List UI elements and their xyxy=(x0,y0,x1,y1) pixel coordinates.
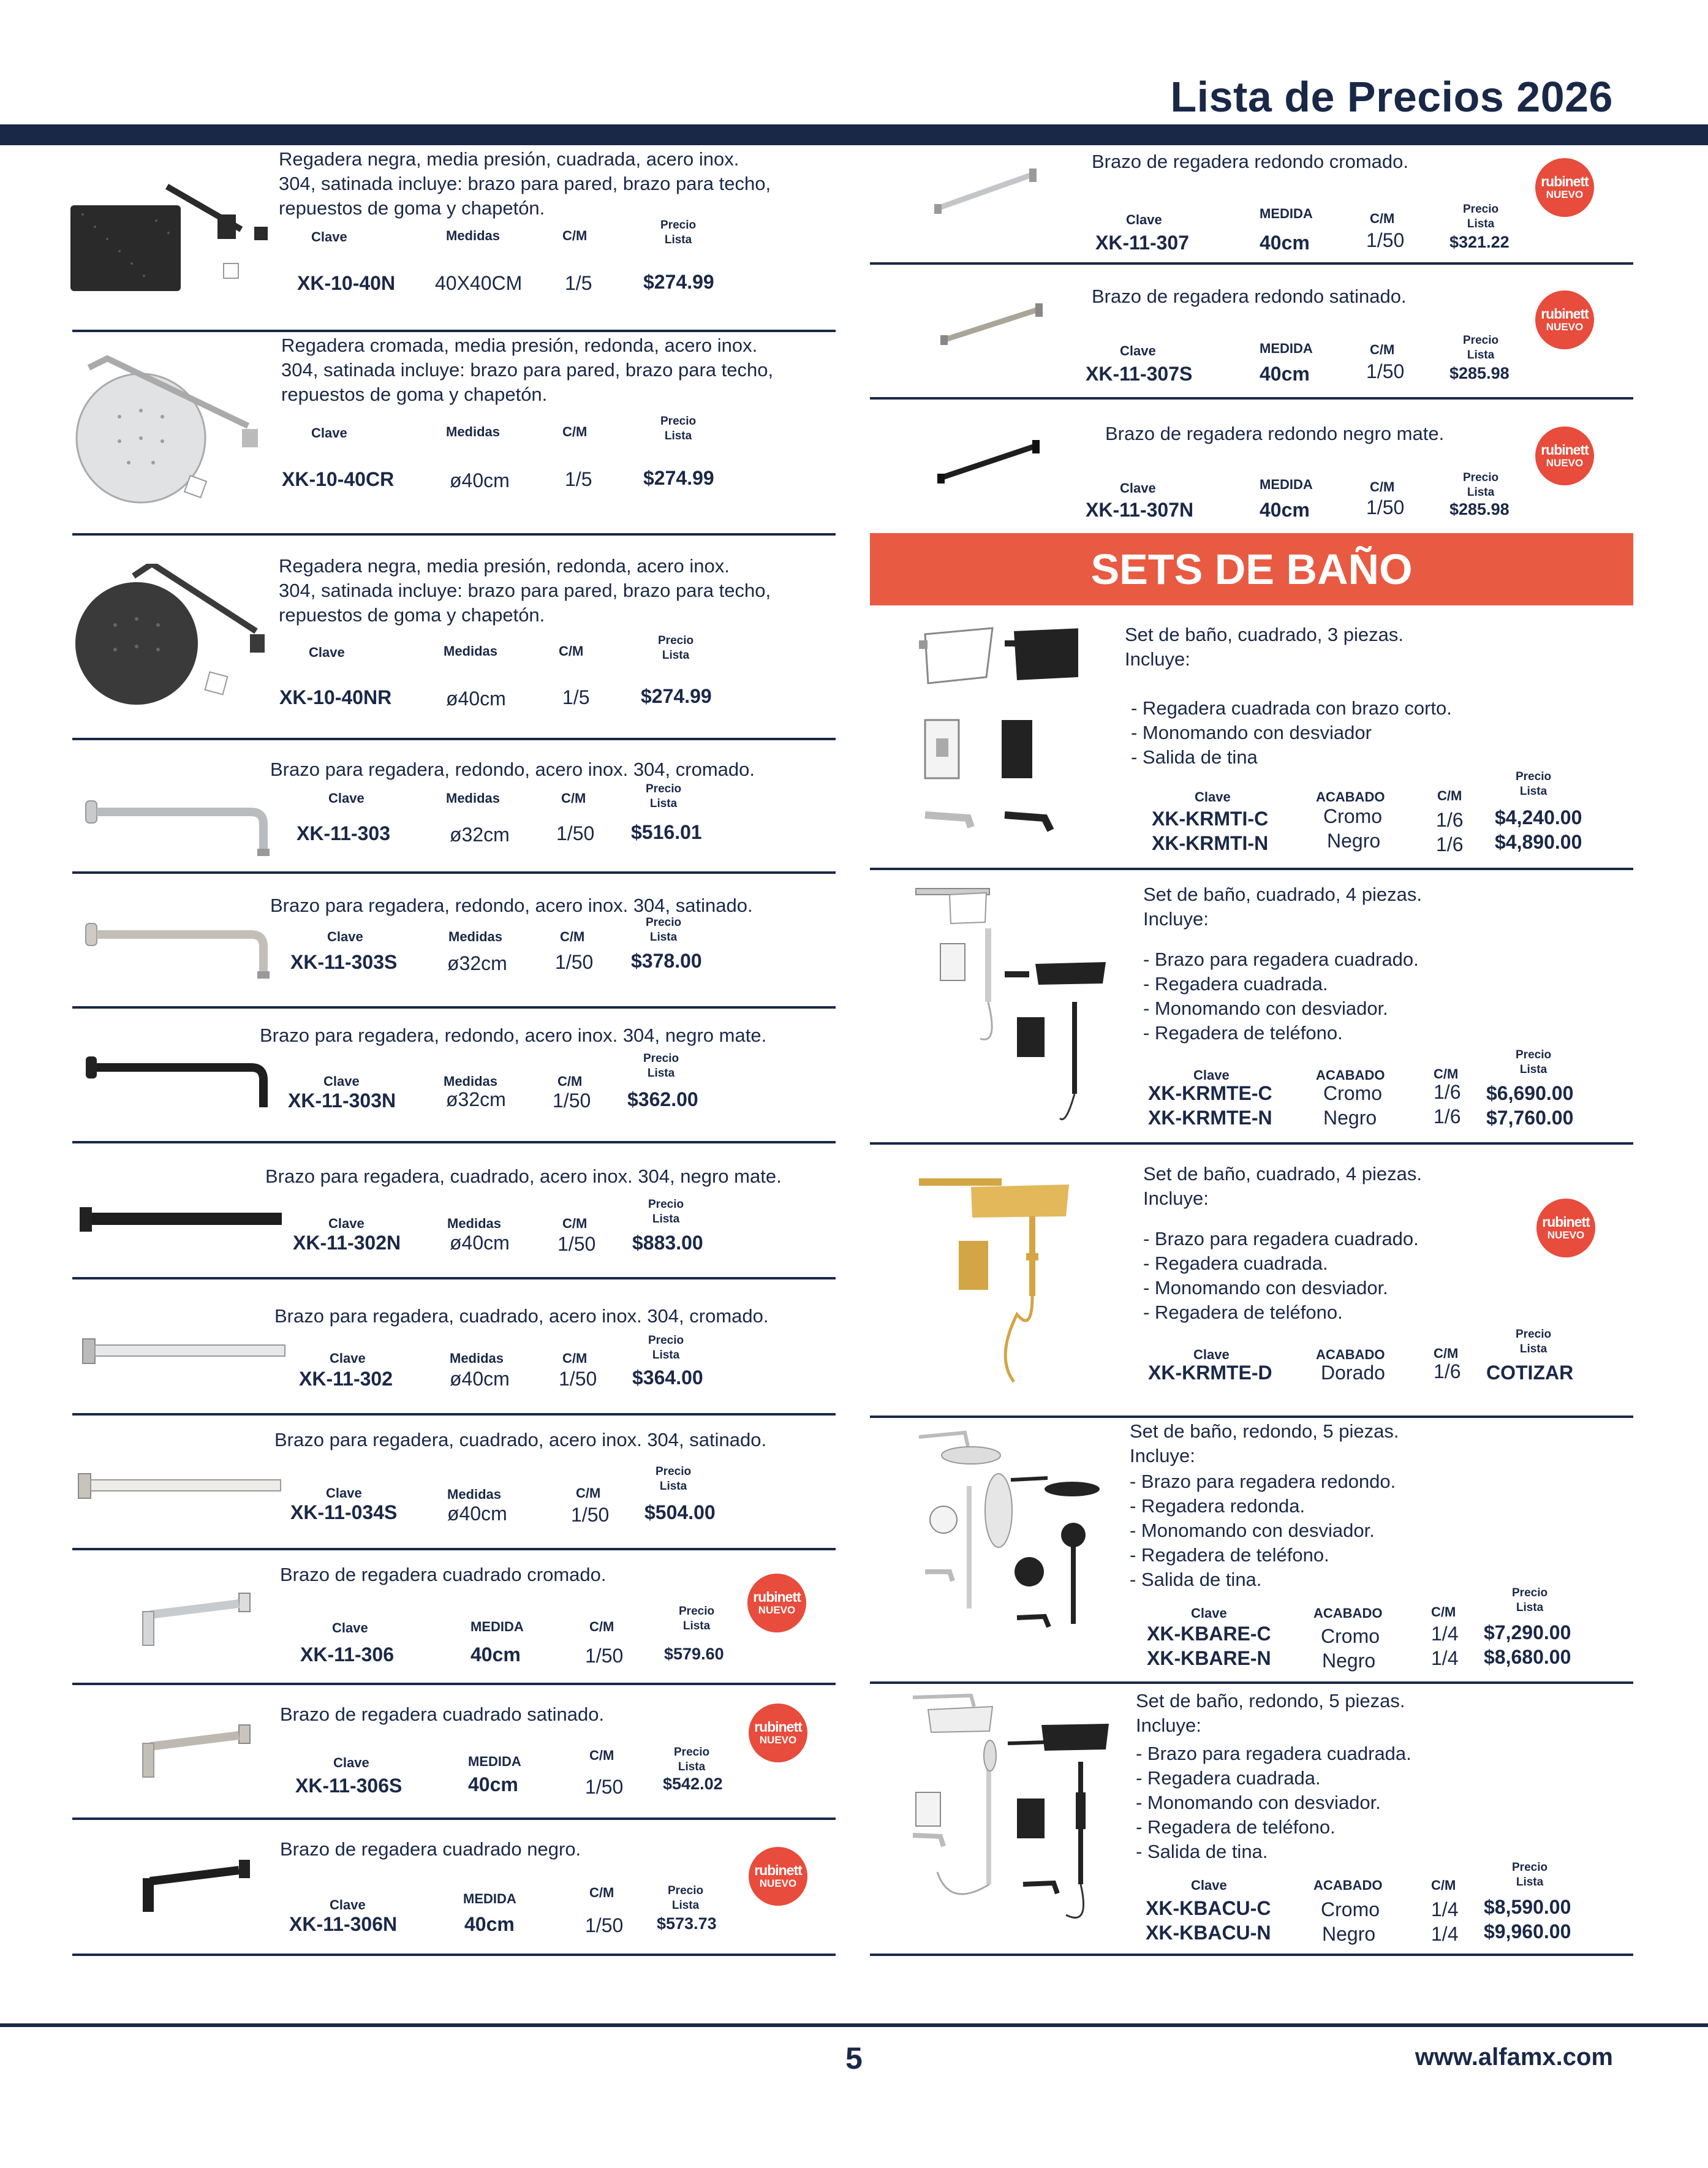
header-cm: C/M xyxy=(561,790,586,806)
product-cm: 1/50 xyxy=(585,1645,624,1667)
product-cm: 1/5 xyxy=(565,468,592,490)
header-cm: C/M xyxy=(1434,1346,1459,1361)
product-code: XK-11-306 xyxy=(300,1643,394,1666)
product-description: Brazo de regadera redondo cromado. xyxy=(1092,151,1408,172)
header-medidas: Medidas xyxy=(446,790,501,806)
header-clave: Clave xyxy=(1193,1347,1230,1362)
header-medidas: Medidas xyxy=(447,1216,502,1231)
product-size: ø40cm xyxy=(446,688,506,710)
set-code: XK-KBARE-N xyxy=(1147,1647,1271,1669)
row-divider xyxy=(870,397,1633,400)
header-clave: Clave xyxy=(1120,343,1156,358)
product-size: ø32cm xyxy=(450,824,510,846)
header-precio-lista: Precio Lista xyxy=(643,1052,679,1080)
set-cm: 1/4 xyxy=(1431,1647,1459,1669)
row-divider xyxy=(870,1681,1633,1684)
row-divider xyxy=(870,262,1633,265)
product-price: $285.98 xyxy=(1449,364,1510,382)
product-cm: 1/50 xyxy=(1366,496,1405,518)
header-cm: C/M xyxy=(562,424,588,439)
header-medida: MEDIDA xyxy=(468,1754,521,1769)
set-includes-label: Incluye: xyxy=(1136,1715,1201,1736)
round-shower-arm-chrome-image xyxy=(80,794,276,861)
set-includes-label: Incluye: xyxy=(1130,1445,1195,1466)
header-medida: MEDIDA xyxy=(470,1619,524,1634)
square-shower-arm-bend-chrome-image xyxy=(138,1590,254,1651)
set-code: XK-KBARE-C xyxy=(1147,1623,1271,1645)
set-includes-list: - Brazo para regadera cuadrado. - Regadera cuadrada. - Monomando con desviador. - Regadera de teléfono. xyxy=(1143,949,1419,1044)
header-cm: C/M xyxy=(1370,211,1395,226)
product-description: Brazo para regadera, redondo, acero inox. 304, satinado. xyxy=(270,895,753,916)
set-title: Set de baño, cuadrado, 4 piezas. xyxy=(1143,884,1422,905)
header-acabado: ACABADO xyxy=(1316,789,1385,805)
nuevo-badge: rubinett NUEVO xyxy=(747,1574,806,1632)
header-cm: C/M xyxy=(1437,788,1462,803)
header-acabado: ACABADO xyxy=(1316,1067,1385,1083)
product-code: XK-11-303S xyxy=(290,951,398,973)
header-medida: MEDIDA xyxy=(1260,206,1313,221)
nuevo-badge: rubinett NUEVO xyxy=(1535,158,1594,217)
row-divider xyxy=(72,1413,836,1416)
product-code: XK-11-034S xyxy=(290,1501,398,1523)
header-precio-lista: Precio Lista xyxy=(1463,471,1499,499)
nuevo-badge: rubinett NUEVO xyxy=(1536,1199,1595,1257)
set-code: XK-KRMTE-D xyxy=(1148,1362,1272,1384)
header-cm: C/M xyxy=(557,1074,583,1089)
set-cm: 1/6 xyxy=(1436,833,1464,855)
header-cm: C/M xyxy=(560,929,585,944)
square-shower-arm-bend-black-image xyxy=(138,1857,254,1918)
header-precio-lista: Precio Lista xyxy=(1512,1861,1548,1889)
set-price: $4,240.00 xyxy=(1495,806,1582,828)
product-description: Brazo de regadera cuadrado satinado. xyxy=(280,1704,605,1725)
set-code: XK-KBACU-N xyxy=(1146,1922,1271,1944)
row-divider xyxy=(72,738,836,740)
header-clave: Clave xyxy=(330,1897,366,1912)
header-cm: C/M xyxy=(576,1485,601,1501)
product-cm: 1/50 xyxy=(559,1368,597,1390)
header-clave: Clave xyxy=(1195,789,1231,805)
set-cm: 1/4 xyxy=(1431,1923,1459,1945)
set-title: Set de baño, redondo, 5 piezas. xyxy=(1136,1690,1405,1711)
header-clave: Clave xyxy=(309,645,345,660)
header-acabado: ACABADO xyxy=(1316,1347,1385,1362)
set-code: XK-KRMTE-N xyxy=(1148,1107,1272,1129)
round-shower-arm-chrome-image xyxy=(931,169,1041,214)
header-cm: C/M xyxy=(1370,479,1395,495)
product-price: $516.01 xyxy=(631,821,702,843)
bath-set-square-5-pieces-image xyxy=(901,1688,1133,1930)
bath-set-3-pieces-image xyxy=(913,622,1078,846)
header-cm: C/M xyxy=(589,1885,614,1900)
product-description: Brazo de regadera redondo negro mate. xyxy=(1105,423,1445,444)
header-medidas: Medidas xyxy=(444,1074,498,1089)
set-code: XK-KRMTI-N xyxy=(1152,832,1269,854)
header-precio-lista: Precio Lista xyxy=(648,1334,684,1362)
product-code: XK-10-40N xyxy=(297,272,396,294)
row-divider xyxy=(72,871,836,874)
nuevo-badge: rubinett NUEVO xyxy=(749,1704,807,1762)
row-divider xyxy=(72,1277,836,1279)
row-divider xyxy=(72,1817,836,1820)
header-precio-lista: Precio Lista xyxy=(656,1465,692,1493)
row-divider xyxy=(72,1006,836,1009)
header-cm: C/M xyxy=(562,1216,588,1231)
round-shower-arm-black-image xyxy=(934,440,1045,486)
round-shower-head-black-image xyxy=(72,564,268,711)
product-code: XK-11-307N xyxy=(1086,499,1194,521)
sets-section-banner: SETS DE BAÑO xyxy=(870,533,1633,605)
set-cm: 1/6 xyxy=(1434,1105,1461,1128)
product-price: $274.99 xyxy=(643,271,714,293)
set-finish: Dorado xyxy=(1321,1362,1385,1384)
header-medidas: Medidas xyxy=(447,1487,502,1502)
product-size: 40cm xyxy=(468,1773,518,1795)
header-precio-lista: Precio Lista xyxy=(1516,770,1552,798)
header-clave: Clave xyxy=(311,229,347,244)
set-price: COTIZAR xyxy=(1486,1362,1574,1384)
product-price: $274.99 xyxy=(641,685,712,707)
header-clave: Clave xyxy=(1120,480,1156,496)
row-divider xyxy=(72,330,836,332)
product-code: XK-11-306S xyxy=(295,1775,402,1797)
header-bar xyxy=(0,124,1708,145)
header-precio-lista: Precio Lista xyxy=(658,634,694,662)
header-clave: Clave xyxy=(328,790,365,806)
header-precio-lista: Precio Lista xyxy=(646,916,682,944)
set-price: $6,690.00 xyxy=(1486,1082,1574,1104)
product-price: $378.00 xyxy=(631,950,702,972)
header-cm: C/M xyxy=(559,643,584,659)
product-cm: 1/50 xyxy=(585,1776,624,1798)
header-clave: Clave xyxy=(330,1351,366,1366)
set-finish: Negro xyxy=(1322,1923,1376,1945)
round-shower-arm-black-image xyxy=(80,1049,276,1116)
set-cm: 1/4 xyxy=(1431,1898,1459,1920)
row-divider xyxy=(72,1954,836,1956)
round-shower-head-chrome-image xyxy=(70,355,273,509)
product-price: $274.99 xyxy=(643,467,714,489)
round-shower-arm-satin-image xyxy=(937,303,1048,349)
header-cm: C/M xyxy=(1431,1604,1456,1620)
product-code: XK-11-307 xyxy=(1095,232,1189,254)
header-cm: C/M xyxy=(562,228,588,243)
set-code: XK-KRMTI-C xyxy=(1152,808,1269,830)
set-code: XK-KBACU-C xyxy=(1146,1897,1271,1919)
square-shower-arm-black-image xyxy=(74,1204,288,1235)
product-code: XK-11-302N xyxy=(293,1232,401,1254)
round-shower-arm-satin-image xyxy=(80,916,276,984)
product-size: 40cm xyxy=(470,1643,521,1666)
header-precio-lista: Precio Lista xyxy=(1463,334,1499,362)
product-code: XK-11-303N xyxy=(288,1090,396,1112)
product-cm: 1/50 xyxy=(553,1090,591,1112)
header-clave: Clave xyxy=(333,1755,369,1770)
set-price: $7,760.00 xyxy=(1486,1107,1574,1129)
product-description: Brazo para regadera, redondo, acero inox. 304, cromado. xyxy=(270,759,755,780)
header-clave: Clave xyxy=(328,1216,365,1231)
product-price: $573.73 xyxy=(657,1914,717,1933)
row-divider xyxy=(870,1416,1633,1418)
square-shower-head-black-image xyxy=(70,178,273,297)
product-description: Brazo para regadera, cuadrado, acero inox. 304, satinado. xyxy=(274,1429,767,1450)
set-price: $4,890.00 xyxy=(1495,831,1582,853)
product-size: 40cm xyxy=(1260,499,1310,521)
square-shower-arm-chrome-image xyxy=(77,1336,291,1366)
row-divider xyxy=(72,1683,836,1685)
product-code: XK-11-307S xyxy=(1086,363,1193,385)
product-description: Brazo de regadera cuadrado cromado. xyxy=(280,1564,606,1585)
header-clave: Clave xyxy=(311,425,347,441)
product-size: 40cm xyxy=(1260,232,1310,254)
set-finish: Negro xyxy=(1322,1650,1376,1672)
row-divider xyxy=(870,868,1633,870)
header-clave: Clave xyxy=(327,929,363,944)
header-precio-lista: Precio Lista xyxy=(1516,1328,1552,1355)
set-title: Set de baño, cuadrado, 4 piezas. xyxy=(1143,1163,1422,1184)
product-description: Brazo para regadera, redondo, acero inox. 304, negro mate. xyxy=(260,1025,767,1046)
header-precio-lista: Precio Lista xyxy=(646,783,682,810)
product-price: $504.00 xyxy=(644,1501,716,1523)
header-cm: C/M xyxy=(589,1748,614,1763)
product-description: Regadera negra, media presión, cuadrada, acero inox. 304, satinada incluye: brazo para pared, brazo para techo, repuestos de goma y chapetón. xyxy=(279,148,771,219)
product-size: ø40cm xyxy=(450,469,510,491)
product-cm: 1/50 xyxy=(1366,229,1405,251)
header-cm: C/M xyxy=(1434,1066,1459,1082)
set-price: $8,590.00 xyxy=(1484,1896,1571,1918)
set-price: $7,290.00 xyxy=(1484,1621,1571,1643)
set-finish: Cromo xyxy=(1321,1898,1380,1920)
set-code: XK-KRMTE-C xyxy=(1148,1082,1272,1104)
product-price: $362.00 xyxy=(627,1088,698,1110)
product-cm: 1/5 xyxy=(562,686,590,708)
header-medida: MEDIDA xyxy=(463,1891,516,1906)
set-price: $9,960.00 xyxy=(1484,1920,1571,1942)
product-description: Brazo para regadera, cuadrado, acero inox. 304, cromado. xyxy=(274,1305,769,1327)
product-code: XK-11-302 xyxy=(299,1368,393,1390)
header-medidas: Medidas xyxy=(446,424,501,439)
nuevo-badge: rubinett NUEVO xyxy=(1535,426,1594,485)
page-title: Lista de Precios 2026 xyxy=(1170,73,1613,121)
header-cm: C/M xyxy=(562,1351,588,1366)
product-description: Brazo de regadera redondo satinado. xyxy=(1092,286,1407,307)
set-cm: 1/6 xyxy=(1434,1081,1461,1103)
product-code: XK-11-306N xyxy=(289,1913,398,1935)
product-cm: 1/50 xyxy=(571,1504,610,1526)
header-clave: Clave xyxy=(326,1485,362,1501)
product-price: $364.00 xyxy=(632,1366,703,1389)
header-medidas: Medidas xyxy=(450,1351,504,1366)
header-clave: Clave xyxy=(1126,212,1162,227)
set-finish: Cromo xyxy=(1323,805,1383,827)
product-price: $579.60 xyxy=(664,1645,724,1663)
website-link[interactable]: www.alfamx.com xyxy=(1415,2044,1613,2071)
product-size: ø32cm xyxy=(446,1088,506,1110)
header-cm: C/M xyxy=(1431,1878,1456,1893)
square-shower-arm-satin-image xyxy=(72,1471,287,1501)
row-divider xyxy=(72,1141,836,1143)
product-code: XK-10-40NR xyxy=(279,686,392,708)
header-clave: Clave xyxy=(1191,1878,1227,1893)
header-cm: C/M xyxy=(1370,342,1395,357)
bath-set-4-pieces-image xyxy=(913,885,1115,1128)
product-description: Brazo para regadera, cuadrado, acero inox. 304, negro mate. xyxy=(265,1165,782,1187)
set-cm: 1/6 xyxy=(1436,809,1464,831)
product-size: ø40cm xyxy=(450,1232,510,1254)
set-includes-list: - Brazo para regadera redondo. - Regadera redonda. - Monomando con desviador. - Regadera de teléfono. - Salida de tina. xyxy=(1130,1471,1396,1590)
header-precio-lista: Precio Lista xyxy=(679,1605,715,1632)
set-price: $8,680.00 xyxy=(1484,1646,1571,1668)
set-title: Set de baño, redondo, 5 piezas. xyxy=(1130,1420,1399,1442)
set-finish: Negro xyxy=(1323,1107,1377,1129)
product-size: 40X40CM xyxy=(435,272,523,294)
set-finish: Cromo xyxy=(1323,1082,1383,1104)
header-precio-lista: Precio Lista xyxy=(1463,203,1499,230)
header-medidas: Medidas xyxy=(446,228,501,243)
product-cm: 1/50 xyxy=(1366,360,1405,382)
set-includes-list: - Brazo para regadera cuadrada. - Regadera cuadrada. - Monomando con desviador. - Regadera de teléfono. - Salida de tina. xyxy=(1136,1743,1411,1862)
page-number: 5 xyxy=(845,2041,863,2075)
product-code: XK-11-303 xyxy=(297,822,390,844)
product-size: ø40cm xyxy=(450,1368,510,1390)
bath-set-gold-image xyxy=(916,1173,1081,1406)
header-precio-lista: Precio Lista xyxy=(1516,1048,1552,1076)
product-code: XK-10-40CR xyxy=(282,468,395,490)
product-cm: 1/50 xyxy=(555,951,594,973)
header-precio-lista: Precio Lista xyxy=(668,1884,704,1912)
set-finish: Cromo xyxy=(1321,1625,1380,1647)
row-divider xyxy=(72,1548,836,1550)
footer-rule xyxy=(0,2023,1708,2027)
product-description: Brazo de regadera cuadrado negro. xyxy=(280,1838,581,1860)
set-includes-list: - Regadera cuadrada con brazo corto. - Monomando con desviador - Salida de tina xyxy=(1131,697,1452,768)
product-cm: 1/50 xyxy=(556,822,595,844)
product-size: ø40cm xyxy=(447,1503,507,1525)
product-size: 40cm xyxy=(464,1913,515,1935)
header-clave: Clave xyxy=(323,1074,360,1089)
product-price: $883.00 xyxy=(632,1232,703,1254)
header-precio-lista: Precio Lista xyxy=(660,219,697,246)
header-precio-lista: Precio Lista xyxy=(648,1198,684,1226)
product-cm: 1/50 xyxy=(557,1233,596,1255)
header-medida: MEDIDA xyxy=(1260,477,1313,492)
set-includes-label: Incluye: xyxy=(1143,908,1209,930)
row-divider xyxy=(870,1954,1633,1956)
set-title: Set de baño, cuadrado, 3 piezas. xyxy=(1125,624,1404,645)
bath-set-round-5-pieces-image xyxy=(907,1422,1127,1642)
set-cm: 1/6 xyxy=(1434,1360,1461,1382)
square-shower-arm-bend-satin-image xyxy=(138,1722,254,1783)
row-divider xyxy=(72,533,836,536)
header-acabado: ACABADO xyxy=(1313,1878,1383,1893)
set-cm: 1/4 xyxy=(1431,1623,1459,1645)
set-includes-list: - Brazo para regadera cuadrado. - Regadera cuadrada. - Monomando con desviador. - Regadera de teléfono. xyxy=(1143,1228,1419,1323)
header-cm: C/M xyxy=(589,1619,614,1634)
set-finish: Negro xyxy=(1327,830,1381,852)
product-size: 40cm xyxy=(1260,363,1310,385)
header-precio-lista: Precio Lista xyxy=(1512,1586,1548,1614)
product-price: $285.98 xyxy=(1449,500,1510,518)
product-price: $542.02 xyxy=(663,1775,723,1793)
header-medida: MEDIDA xyxy=(1260,341,1313,356)
nuevo-badge: rubinett NUEVO xyxy=(1535,290,1594,349)
header-medidas: Medidas xyxy=(444,643,498,659)
header-precio-lista: Precio Lista xyxy=(660,415,697,442)
row-divider xyxy=(870,1142,1633,1145)
header-precio-lista: Precio Lista xyxy=(674,1746,710,1773)
header-clave: Clave xyxy=(1193,1067,1230,1083)
set-includes-label: Incluye: xyxy=(1143,1188,1209,1209)
nuevo-badge: rubinett NUEVO xyxy=(749,1847,807,1906)
product-description: Regadera negra, media presión, redonda, acero inox. 304, satinada incluye: brazo para pared, brazo para techo, repuestos de goma y chapetón. xyxy=(279,555,771,626)
set-includes-label: Incluye: xyxy=(1125,648,1190,670)
product-price: $321.22 xyxy=(1449,233,1510,251)
header-clave: Clave xyxy=(1191,1605,1227,1621)
header-acabado: ACABADO xyxy=(1313,1605,1383,1621)
header-clave: Clave xyxy=(332,1620,368,1635)
header-medidas: Medidas xyxy=(448,929,503,944)
product-cm: 1/5 xyxy=(565,272,592,294)
product-size: ø32cm xyxy=(447,952,507,974)
product-description: Regadera cromada, media presión, redonda, acero inox. 304, satinada incluye: brazo para pared, brazo para techo, repuestos de goma y chapetón. xyxy=(281,335,774,405)
product-cm: 1/50 xyxy=(585,1914,624,1936)
